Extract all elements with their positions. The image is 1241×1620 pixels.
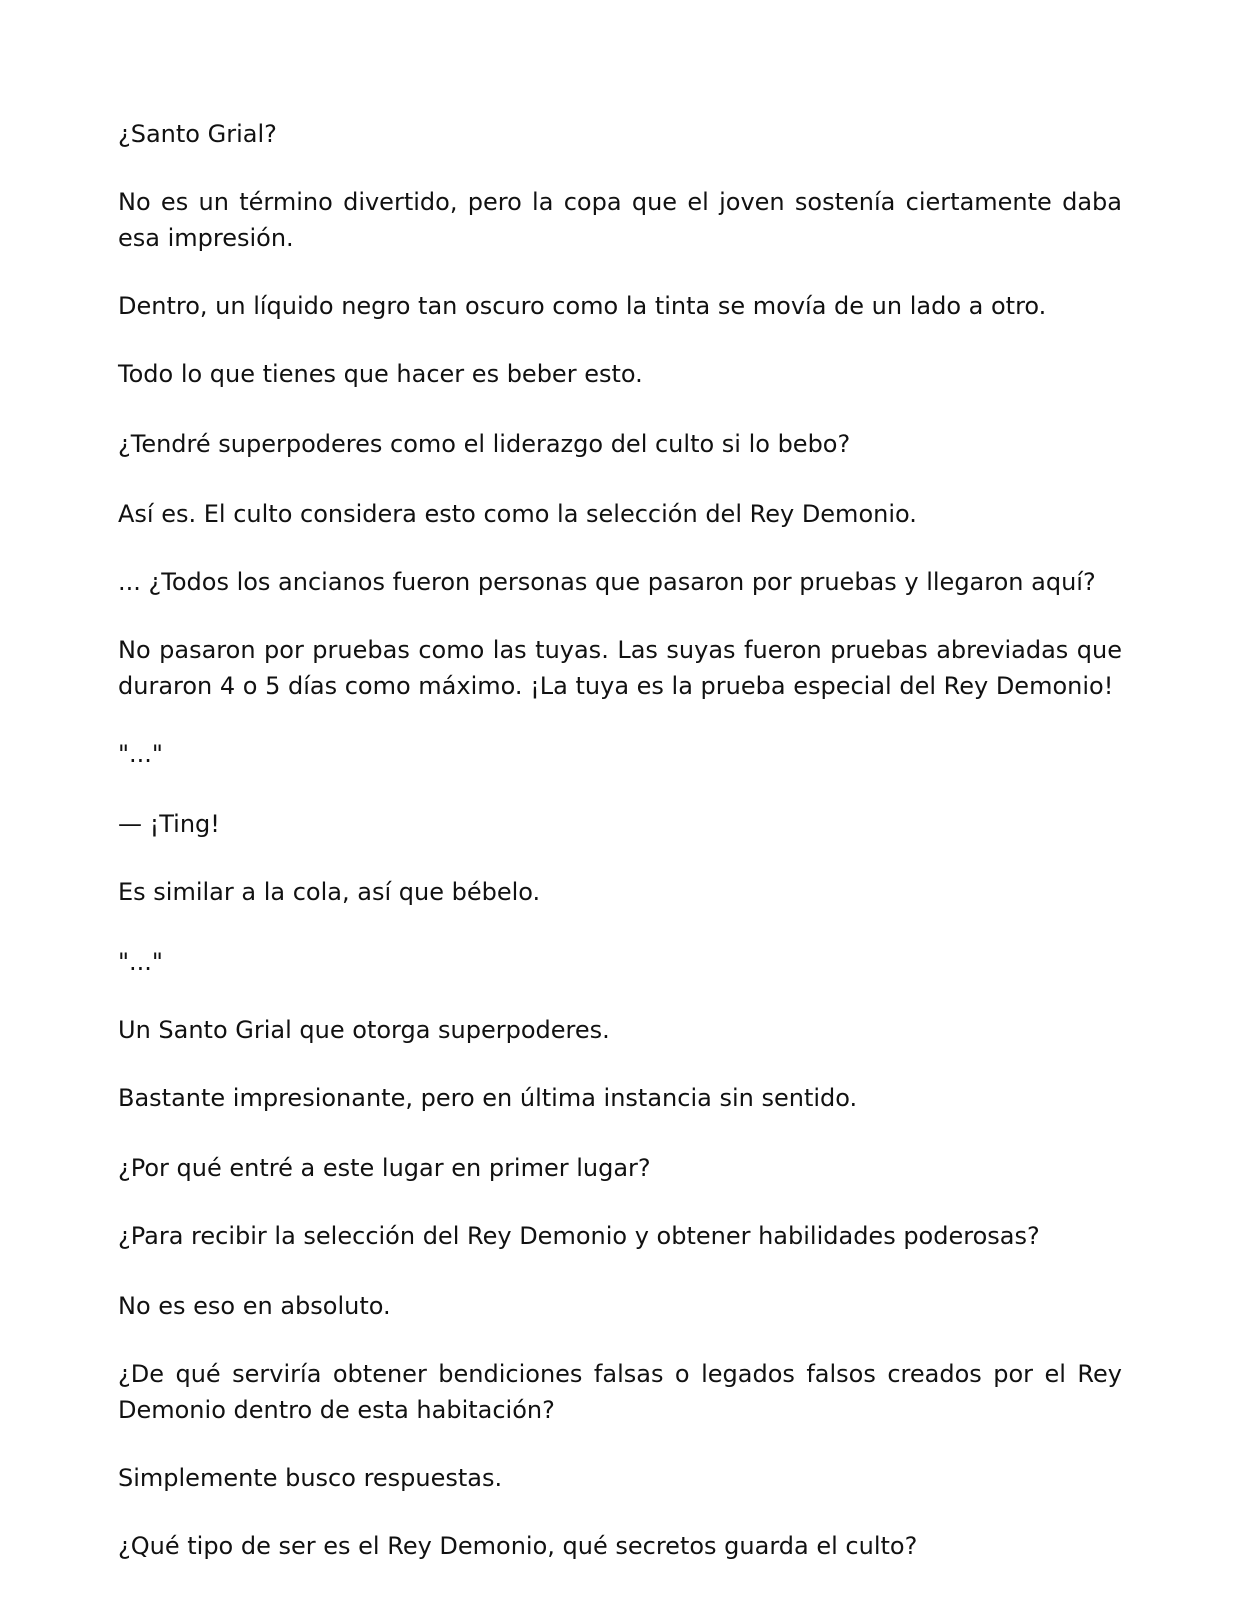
paragraph: ¿Santo Grial? [118,120,277,148]
paragraph: ¿Qué tipo de ser es el Rey Demonio, qué secretos guarda el culto? [118,1532,918,1560]
paragraph: Dentro, un líquido negro tan oscuro como la tinta se movía de un lado a otro. [118,292,1047,320]
paragraph: "..." [118,740,163,768]
paragraph: Un Santo Grial que otorga superpoderes. [118,1016,610,1044]
paragraph: Bastante impresionante, pero en última instancia sin sentido. [118,1084,858,1112]
paragraph: ¿Tendré superpoderes como el liderazgo del culto si lo bebo? [118,430,851,458]
paragraph: ¿Para recibir la selección del Rey Demonio y obtener habilidades poderosas? [118,1222,1040,1250]
paragraph: ¿De qué serviría obtener bendiciones falsas o legados falsos creados por el Rey Demonio dentro de esta habitación? [118,1360,1122,1424]
paragraph: Todo lo que tienes que hacer es beber esto. [118,360,643,388]
paragraph: ¿Por qué entré a este lugar en primer lugar? [118,1154,651,1182]
paragraph: No es eso en absoluto. [118,1292,391,1320]
paragraph: Simplemente busco respuestas. [118,1464,503,1492]
paragraph: "..." [118,948,163,976]
paragraph: Es similar a la cola, así que bébelo. [118,878,541,906]
paragraph: Así es. El culto considera esto como la selección del Rey Demonio. [118,500,917,528]
paragraph: No pasaron por pruebas como las tuyas. Las suyas fueron pruebas abreviadas que duraron 4 o 5 días como máximo. ¡La tuya es la prueba especial del Rey Demonio! [118,636,1122,700]
paragraph: No es un término divertido, pero la copa que el joven sostenía ciertamente daba esa impresión. [118,188,1122,252]
paragraph: — ¡Ting! [118,810,220,838]
paragraph: ... ¿Todos los ancianos fueron personas que pasaron por pruebas y llegaron aquí? [118,568,1096,596]
